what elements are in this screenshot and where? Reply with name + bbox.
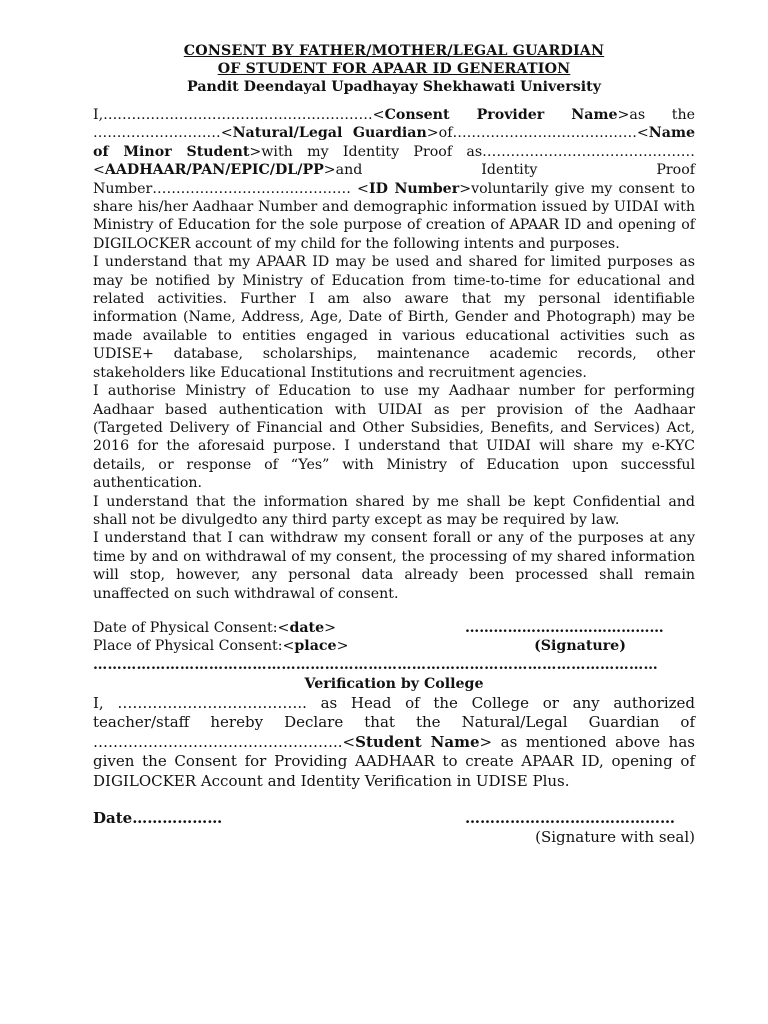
text-segment: > as mentioned above has given the Consent for Providing AADHAAR to create APAAR ID, opening of DIGILOCKER Account and Identity Verification in UDISE Plus. — [93, 732, 695, 790]
date-of-consent — [93, 619, 336, 637]
text-segment: > — [336, 638, 349, 655]
consent-paragraph-4: I understand that the information shared by me shall be kept Confidential and shall not be divulgedto any third party except as may be required by law. — [93, 493, 695, 528]
minor-student-placeholder: Name of Minor Student — [93, 125, 695, 160]
verification-signature-line: …………………………………… — [465, 809, 675, 828]
verification-paragraph — [93, 694, 695, 792]
consent-paragraph-1 — [93, 106, 695, 253]
form-header — [93, 42, 695, 96]
consent-date-row — [93, 619, 695, 637]
signature-with-seal-label: (Signature with seal) — [535, 828, 695, 847]
date-placeholder: date — [289, 619, 325, 636]
verification-date-label: Date……………… — [93, 809, 223, 828]
consent-place-row — [93, 637, 695, 655]
text-segment: >with my Identity Proof as……………………………………… < — [93, 143, 695, 179]
consent-paragraph-3: I authorise Ministry of Education to use my Aadhaar number for performing Aadhaar based authentication with UIDAI as per provision of the Aadhaar (Targeted Delivery of Financial and Other Subsidies, Benefits, and Services) Act, 2016 for the aforesaid purpose. I understand that UIDAI will share my e-KYC details, or response of “Yes” with Ministry of Education upon successful authentication. — [93, 383, 695, 492]
text-segment: >as the ………………………< — [93, 107, 695, 142]
text-segment: > — [324, 619, 337, 636]
text-segment: I, ……………………………….. as Head of the College or any authorized teacher/staff hereby Declare that the Natural/Legal Guardian of …………………………………………..< — [93, 693, 695, 751]
id-number-placeholder: ID Number — [368, 180, 460, 197]
consent-paragraph-5: I understand that I can withdraw my consent forall or any of the purposes at any time by and on withdrawal of my consent, the processing of my shared information will stop, however, any personal data already been processed shall remain unaffected on such withdrawal of consent. — [93, 530, 695, 602]
section-divider: ……………………………………………………………………………………………………… — [93, 656, 659, 673]
signature-label: (Signature) — [534, 638, 626, 655]
text-segment: >of…………………………………< — [426, 125, 649, 142]
consent-paragraph-2: I understand that my APAAR ID may be used and shared for limited purposes as may be notified by Ministry of Education from time-to-time for educational and related activities. Further I am also aware that my personal identifiable information (Name, Address, Age, Date of Birth, Gender and Photograph) may be made available to entities engaged in various educational activities such as UDISE+ database, scholarships, maintenance academic records, other stakeholders like Educational Institutions and recruitment agencies. — [93, 254, 695, 381]
text-segment: >and Identity Proof Number…………………………………… < — [93, 162, 695, 197]
signature-line: …………………………………… — [465, 619, 664, 636]
text-segment: Date of Physical Consent:< — [93, 619, 290, 636]
form-title-line2: OF STUDENT FOR APAAR ID GENERATION — [217, 61, 571, 77]
consent-provider-placeholder: Consent Provider Name — [384, 107, 618, 123]
student-name-placeholder: Student Name — [355, 732, 480, 751]
verification-section — [93, 674, 695, 848]
text-segment: I,…………………………………………………< — [93, 107, 385, 123]
university-name: Pandit Deendayal Upadhayay Shekhawati University — [187, 79, 601, 95]
text-segment: Place of Physical Consent:< — [93, 638, 295, 655]
consent-form-page — [93, 42, 695, 847]
place-of-consent — [93, 637, 348, 655]
verification-title: Verification by College — [304, 675, 484, 692]
verification-date-row — [93, 809, 695, 828]
place-placeholder: place — [294, 638, 337, 655]
text-segment: >voluntarily give my consent to share his/her Aadhaar Number and demographic information issued by UIDAI with Ministry of Education for the sole purpose of creation of APAAR ID and opening of DIGILOCKER account of my child for the following intents and purposes. — [93, 180, 695, 252]
guardian-type-placeholder: Natural/Legal Guardian — [232, 125, 427, 142]
form-title-line1: CONSENT BY FATHER/MOTHER/LEGAL GUARDIAN — [183, 43, 605, 59]
id-type-placeholder: AADHAAR/PAN/EPIC/DL/PP — [104, 162, 324, 179]
consent-body — [93, 106, 695, 603]
